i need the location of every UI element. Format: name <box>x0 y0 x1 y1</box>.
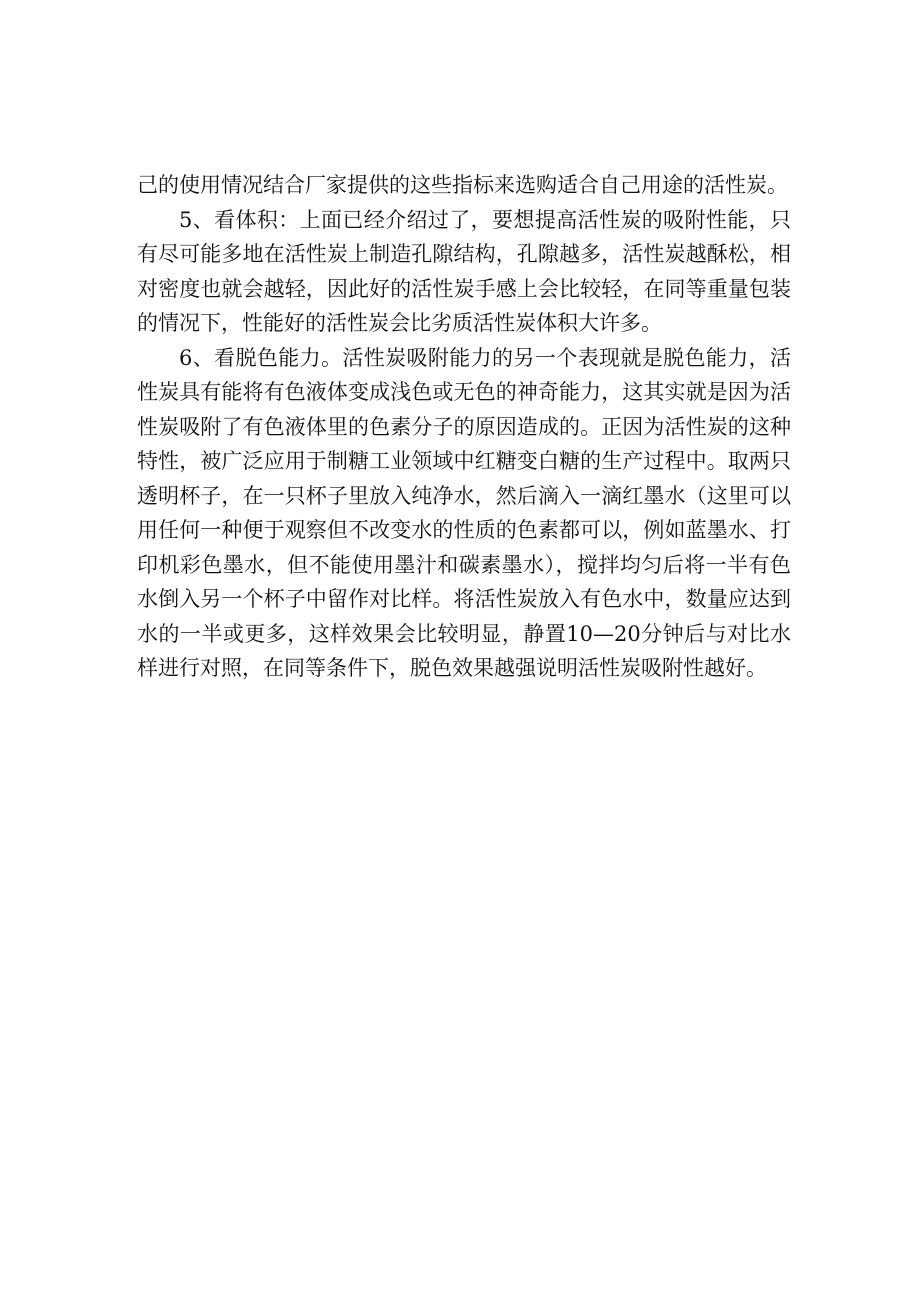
document-body <box>137 168 791 686</box>
paragraph-volume: 5、看体积：上面已经介绍过了，要想提高活性炭的吸附性能，只有尽可能多地在活性炭上制造孔隙结构，孔隙越多，活性炭越酥松，相对密度也就会越轻，因此好的活性炭手感上会比较轻，在同等重量包装的情况下，性能好的活性炭会比劣质活性炭体积大许多。 <box>137 207 791 335</box>
paragraph-decolorization: 6、看脱色能力。活性炭吸附能力的另一个表现就是脱色能力，活性炭具有能将有色液体变成浅色或无色的神奇能力，这其实就是因为活性炭吸附了有色液体里的色素分子的原因造成的。正因为活性炭的这种特性，被广泛应用于制糖工业领域中红糖变白糖的生产过程中。取两只透明杯子，在一只杯子里放入纯净水，然后滴入一滴红墨水（这里可以用任何一种便于观察但不改变水的性质的色素都可以，例如蓝墨水、打印机彩色墨水，但不能使用墨汁和碳素墨水），搅拌均匀后将一半有色水倒入另一个杯子中留作对比样。将活性炭放入有色水中，数量应达到水的一半或更多，这样效果会比较明显，静置10—20分钟后与对比水样进行对照，在同等条件下，脱色效果越强说明活性炭吸附性越好。 <box>137 345 791 680</box>
paragraph-continuation: 己的使用情况结合厂家提供的这些指标来选购适合自己用途的活性炭。 <box>137 173 788 197</box>
